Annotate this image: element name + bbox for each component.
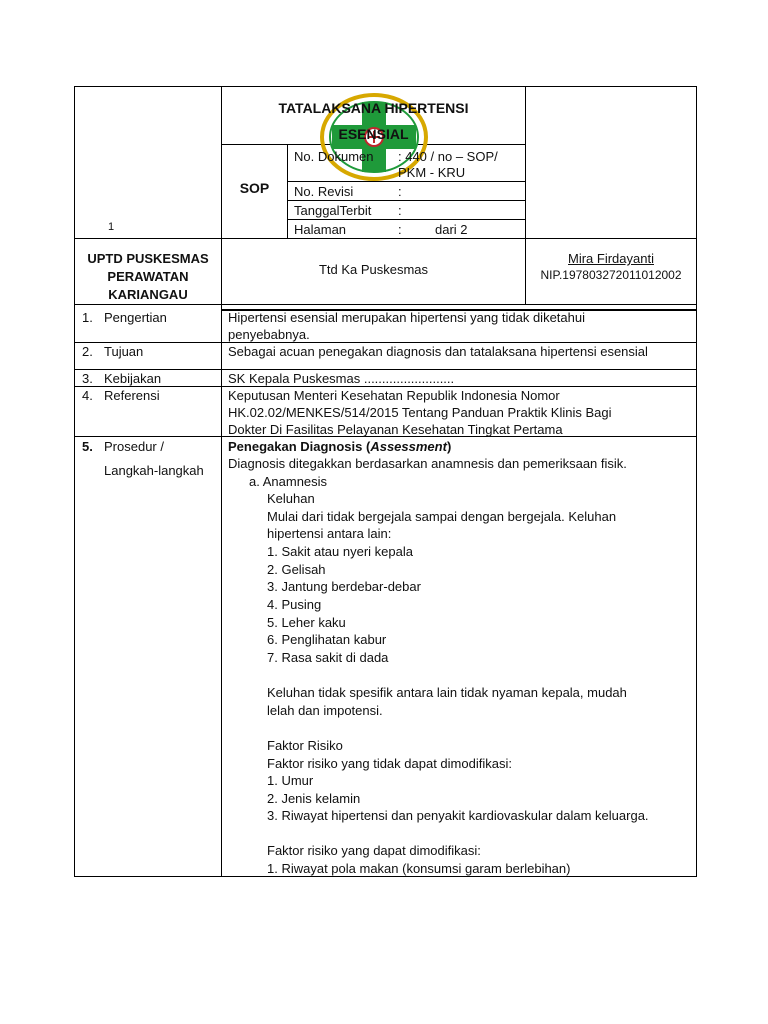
keluhan-desc-1: Mulai dari tidak bergejala sampai dengan bergejala. Keluhan (267, 509, 617, 524)
field-label-no-dokumen: No. Dokumen (294, 149, 374, 164)
row-2-line-1: Sebagai acuan penegakan diagnosis dan tatalaksana hipertensi esensial (228, 344, 648, 359)
symptom-item: 2. Gelisah (267, 562, 326, 577)
row-5-number: 5. (82, 439, 93, 454)
field-label-tanggal-terbit: TanggalTerbit (294, 203, 372, 218)
row-4-line-2: HK.02.02/MENKES/514/2015 Tentang Panduan Praktik Klinis Bagi (228, 405, 612, 420)
risk-fixed-title: Faktor risiko yang tidak dapat dimodifikasi: (267, 756, 512, 771)
row-3-label: Kebijakan (104, 371, 162, 386)
procedure-heading (228, 438, 451, 455)
procedure-sub-a: a. Anamnesis (249, 474, 328, 489)
procedure-heading-b: Assessment (370, 439, 447, 454)
ttd-label: Ttd Ka Puskesmas (318, 262, 429, 277)
doc-title-line1: TATALAKSANA HIPERTENSI (278, 100, 469, 116)
field-value-no-dokumen-cont: PKM - KRU (398, 165, 466, 180)
row-4-number: 4. (82, 388, 93, 403)
signer-nip: NIP.197803272011012002 (540, 268, 682, 282)
nonspecific-1: Keluhan tidak spesifik antara lain tidak nyaman kepala, mudah (267, 685, 627, 700)
procedure-intro: Diagnosis ditegakkan berdasarkan anamnesis dan pemeriksaan fisik. (228, 456, 627, 471)
row-4-line-1: Keputusan Menteri Kesehatan Republik Indonesia Nomor (228, 388, 560, 403)
risk-fixed-item: 1. Umur (267, 773, 314, 788)
risk-mod-item: 1. Riwayat pola makan (konsumsi garam berlebihan) (267, 861, 571, 876)
row-2-number: 2. (82, 344, 93, 359)
keluhan-title: Keluhan (267, 491, 315, 506)
risk-mod-title: Faktor risiko yang dapat dimodifikasi: (267, 843, 481, 858)
row-5-label-2: Langkah-langkah (104, 463, 204, 478)
doc-title-line2: ESENSIAL (338, 126, 409, 142)
procedure-heading-c: ) (446, 439, 452, 454)
row-1-label: Pengertian (104, 310, 167, 325)
procedure-heading-a: Penegakan Diagnosis ( (228, 439, 371, 454)
field-sep-no-revisi: : (398, 184, 402, 199)
sop-label: SOP (239, 180, 270, 196)
keluhan-desc-2: hipertensi antara lain: (267, 526, 392, 541)
org-line1: UPTD PUSKESMAS (87, 251, 209, 266)
risk-fixed-item: 3. Riwayat hipertensi dan penyakit kardiovaskular dalam keluarga. (267, 808, 649, 823)
risk-title: Faktor Risiko (267, 738, 343, 753)
left-small-number: 1 (108, 221, 115, 233)
symptom-item: 7. Rasa sakit di dada (267, 650, 389, 665)
row-4-line-3: Dokter Di Fasilitas Pelayanan Kesehatan Tingkat Pertama (228, 422, 563, 437)
row-2-label: Tujuan (104, 344, 144, 359)
row-1-line-1: Hipertensi esensial merupakan hipertensi yang tidak diketahui (228, 310, 585, 325)
field-sep-tanggal-terbit: : (398, 203, 402, 218)
symptom-item: 3. Jantung berdebar-debar (267, 579, 421, 594)
field-label-halaman: Halaman (294, 222, 347, 237)
org-line3: KARIANGAU (108, 287, 188, 302)
row-1-number: 1. (82, 310, 93, 325)
symptom-item: 4. Pusing (267, 597, 322, 612)
symptom-item: 5. Leher kaku (267, 615, 346, 630)
row-3-line-1: SK Kepala Puskesmas ......................... (228, 371, 455, 386)
row-1-line-2: penyebabnya. (228, 327, 310, 342)
signer-name: Mira Firdayanti (568, 251, 654, 266)
row-4-label: Referensi (104, 388, 160, 403)
field-extra-halaman: dari 2 (435, 222, 468, 237)
row-5-label: Prosedur / (104, 439, 164, 454)
row-3-number: 3. (82, 371, 93, 386)
field-label-no-revisi: No. Revisi (294, 184, 354, 199)
field-sep-halaman: : (398, 222, 402, 237)
nonspecific-2: lelah dan impotensi. (267, 703, 383, 718)
symptom-item: 1. Sakit atau nyeri kepala (267, 544, 413, 559)
field-value-no-dokumen: : 440 / no – SOP/ (398, 149, 498, 164)
risk-fixed-item: 2. Jenis kelamin (267, 791, 361, 806)
org-line2: PERAWATAN (107, 269, 189, 284)
symptom-item: 6. Penglihatan kabur (267, 632, 387, 647)
